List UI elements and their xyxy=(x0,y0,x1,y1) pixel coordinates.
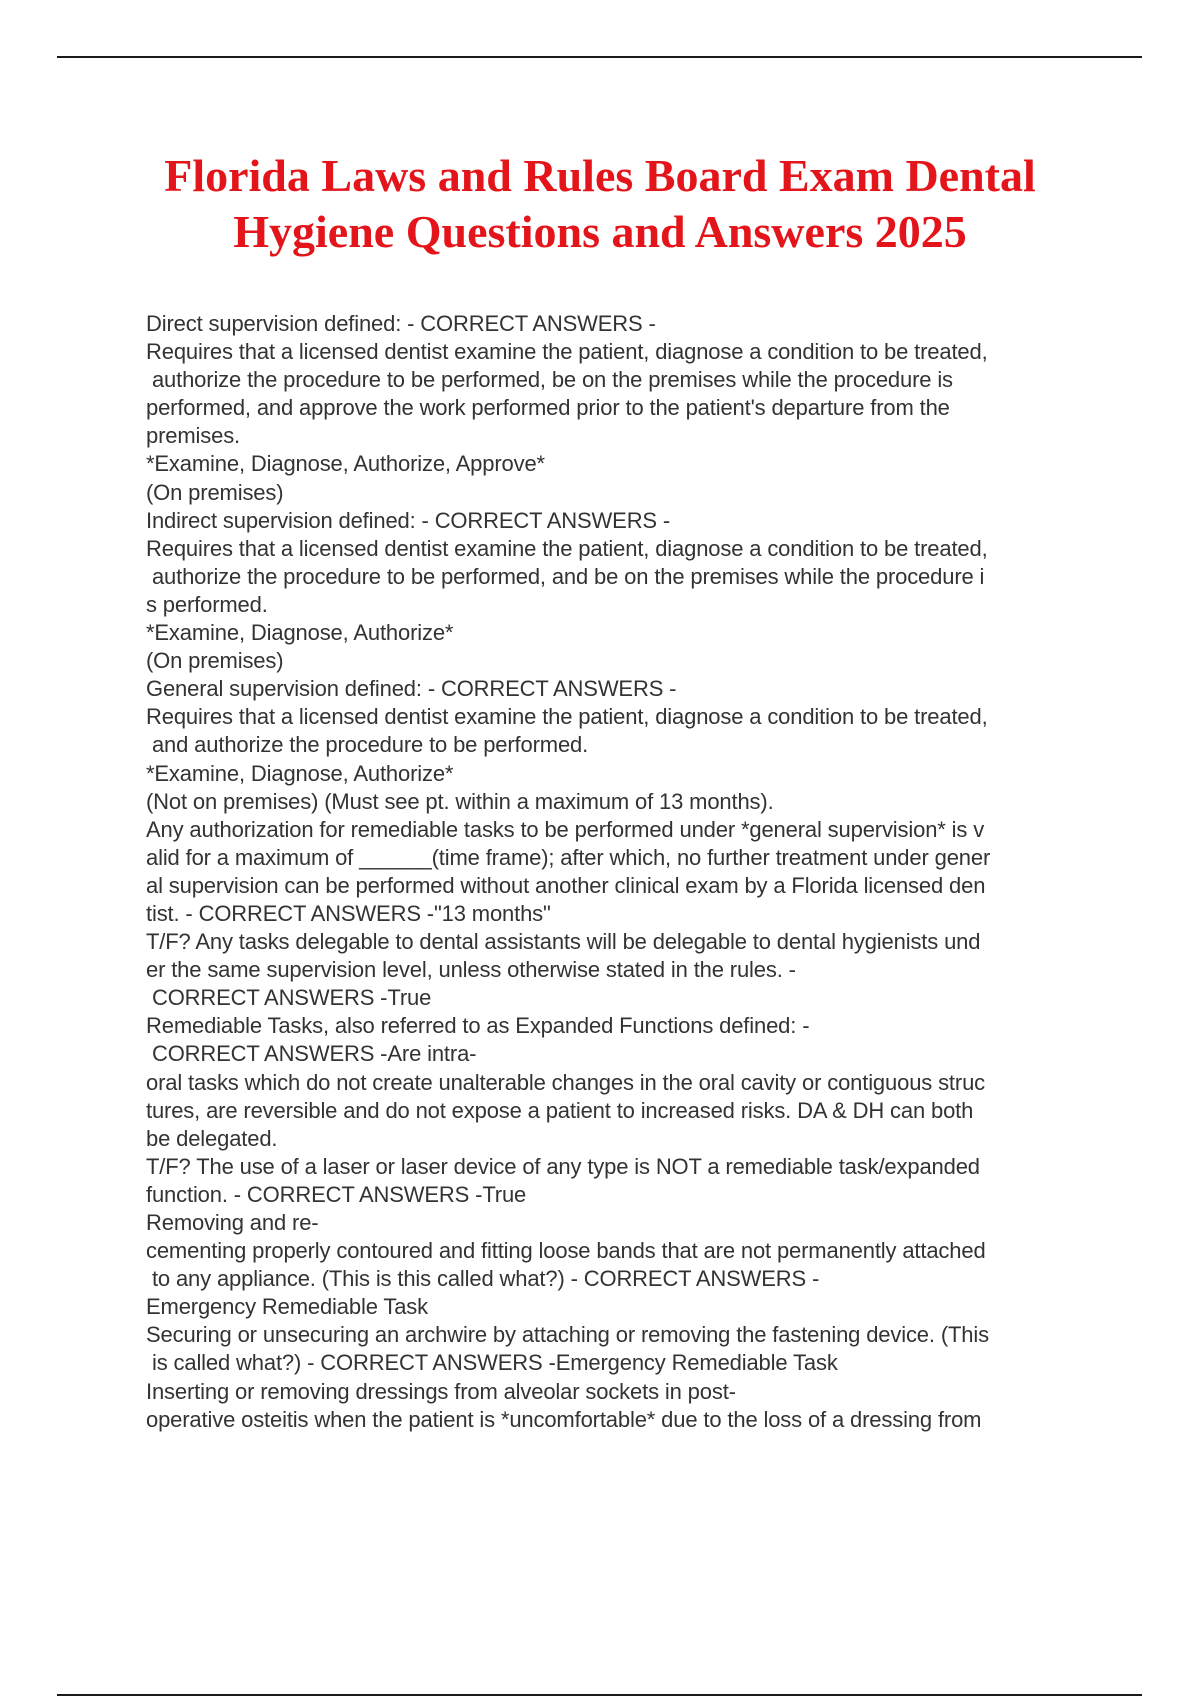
text-line: (On premises) xyxy=(146,479,284,505)
title-line-1: Florida Laws and Rules Board Exam Dental xyxy=(164,150,1036,201)
text-line: CORRECT ANSWERS -True xyxy=(146,985,432,1011)
text-line: and authorize the procedure to be performed. xyxy=(146,732,589,758)
title-line-2: Hygiene Questions and Answers 2025 xyxy=(233,206,967,257)
text-line: alid for a maximum of ______(time frame); after which, no further treatment under gener xyxy=(146,844,991,870)
text-line: Inserting or removing dressings from alveolar sockets in post- xyxy=(146,1378,736,1404)
text-line: oral tasks which do not create unalterable changes in the oral cavity or contiguous struc xyxy=(146,1069,986,1095)
document-title xyxy=(100,148,1100,260)
text-line: premises. xyxy=(146,423,241,449)
text-line: T/F? The use of a laser or laser device of any type is NOT a remediable task/expanded xyxy=(146,1153,980,1179)
text-line: authorize the procedure to be performed, and be on the premises while the procedure i xyxy=(146,563,985,589)
text-line: tist. - CORRECT ANSWERS -"13 months" xyxy=(146,900,551,926)
text-line: function. - CORRECT ANSWERS -True xyxy=(146,1181,527,1207)
text-line: tures, are reversible and do not expose a patient to increased risks. DA & DH can both xyxy=(146,1097,974,1123)
text-line: General supervision defined: - CORRECT ANSWERS - xyxy=(146,676,677,702)
text-line: al supervision can be performed without another clinical exam by a Florida licensed den xyxy=(146,872,986,898)
document-body xyxy=(146,310,1106,1434)
text-line: *Examine, Diagnose, Authorize* xyxy=(146,760,454,786)
text-line: be delegated. xyxy=(146,1125,278,1151)
text-line: er the same supervision level, unless otherwise stated in the rules. - xyxy=(146,957,796,983)
text-line: Securing or unsecuring an archwire by attaching or removing the fastening device. (This xyxy=(146,1322,989,1348)
text-line: *Examine, Diagnose, Authorize* xyxy=(146,620,454,646)
text-line: Any authorization for remediable tasks to be performed under *general supervision* is v xyxy=(146,816,985,842)
text-line: Requires that a licensed dentist examine the patient, diagnose a condition to be treated, xyxy=(146,704,988,730)
text-line: Indirect supervision defined: - CORRECT ANSWERS - xyxy=(146,507,671,533)
text-line: Remediable Tasks, also referred to as Expanded Functions defined: - xyxy=(146,1013,810,1039)
text-line: Removing and re- xyxy=(146,1210,319,1235)
text-line: performed, and approve the work performed prior to the patient's departure from the xyxy=(146,395,950,421)
text-line: Direct supervision defined: - CORRECT ANSWERS - xyxy=(146,311,656,336)
text-line: *Examine, Diagnose, Authorize, Approve* xyxy=(146,451,545,477)
bottom-divider xyxy=(57,1694,1142,1696)
text-line: T/F? Any tasks delegable to dental assistants will be delegable to dental hygienists und xyxy=(146,929,981,955)
text-line: (On premises) xyxy=(146,648,284,674)
text-line: is called what?) - CORRECT ANSWERS -Emergency Remediable Task xyxy=(146,1350,838,1376)
text-line: (Not on premises) (Must see pt. within a maximum of 13 months). xyxy=(146,788,774,814)
text-line: authorize the procedure to be performed, be on the premises while the procedure is xyxy=(146,367,953,393)
text-line: Requires that a licensed dentist examine the patient, diagnose a condition to be treated, xyxy=(146,535,988,561)
text-line: cementing properly contoured and fitting loose bands that are not permanently attached xyxy=(146,1238,986,1264)
text-line: Emergency Remediable Task xyxy=(146,1294,428,1320)
text-line: operative osteitis when the patient is *uncomfortable* due to the loss of a dressing from xyxy=(146,1406,982,1432)
text-line: Requires that a licensed dentist examine the patient, diagnose a condition to be treated, xyxy=(146,339,988,365)
text-line: to any appliance. (This is this called what?) - CORRECT ANSWERS - xyxy=(146,1266,820,1292)
text-line: s performed. xyxy=(146,591,268,617)
top-divider xyxy=(57,56,1142,58)
text-line: CORRECT ANSWERS -Are intra- xyxy=(146,1041,477,1067)
